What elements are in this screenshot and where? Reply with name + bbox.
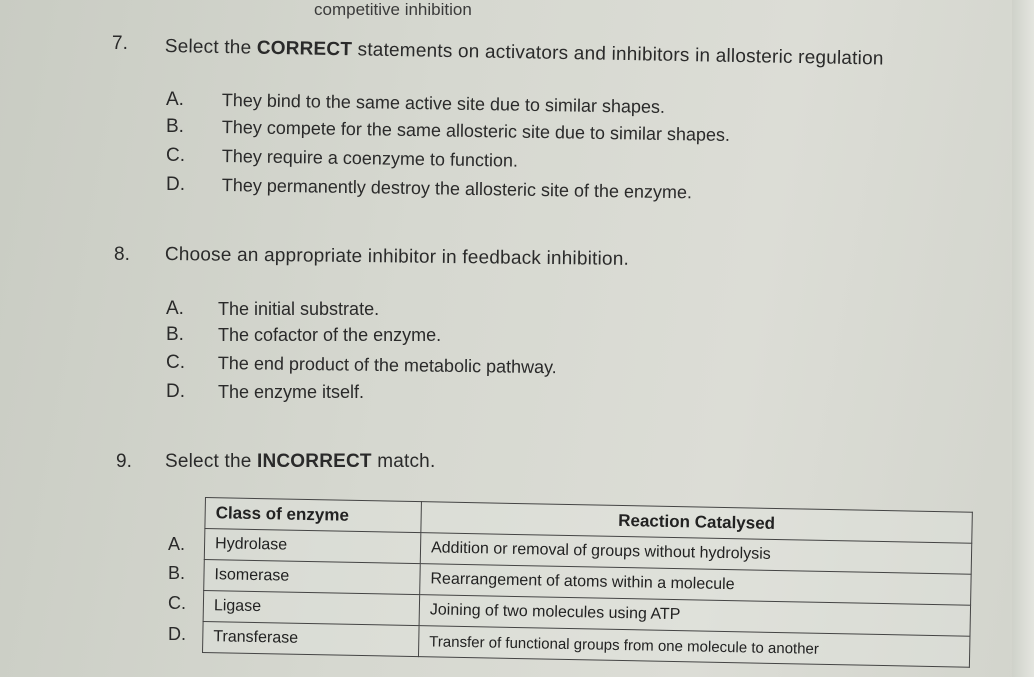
q8-option-c-letter: C.: [166, 352, 185, 373]
q7-option-c-letter: C.: [166, 145, 185, 166]
screen-edge: [1012, 0, 1034, 677]
q8-option-b-text: The cofactor of the enzyme.: [218, 325, 442, 345]
question-7-text: [165, 36, 884, 71]
table-cell-reaction: Rearrangement of atoms within a molecule: [420, 564, 971, 606]
question-7-number: 7.: [112, 33, 128, 54]
question-9-number: 9.: [116, 451, 132, 472]
question-7-emphasis: CORRECT: [256, 37, 353, 61]
question-7-text-pre: Select the: [164, 36, 257, 59]
table-cell-class: Hydrolase: [204, 529, 421, 564]
question-7-text-post: statements on activators and inhibitors in allosteric regulation: [351, 39, 884, 70]
enzyme-match-table: [202, 497, 973, 668]
q7-option-a-letter: A.: [166, 89, 184, 110]
q8-option-c-text: The end product of the metabolic pathway.: [217, 353, 557, 378]
question-8-text: Choose an appropriate inhibitor in feedback inhibition.: [164, 244, 630, 270]
table-cell-class: Ligase: [203, 590, 420, 625]
q9-row-d-letter: D.: [168, 624, 186, 644]
q8-option-d-text: The enzyme itself.: [218, 382, 365, 402]
q9-row-a-letter: A.: [168, 534, 186, 554]
table-cell-reaction: Joining of two molecules using ATP: [419, 595, 970, 637]
q8-option-a-text: The initial substrate.: [218, 299, 380, 319]
q7-option-d-text: They permanently destroy the allosteric site of the enzyme.: [221, 175, 693, 203]
q8-option-d-letter: D.: [166, 381, 185, 402]
question-9-text: [165, 451, 435, 473]
table-cell-reaction: Transfer of functional groups from one molecule to another: [418, 626, 969, 668]
q7-option-b-letter: B.: [166, 116, 184, 137]
table-header-reaction: Reaction Catalysed: [421, 502, 972, 544]
table-header-class: Class of enzyme: [205, 498, 422, 533]
table-cell-reaction: Addition or removal of groups without hydrolysis: [420, 533, 971, 575]
q8-option-a-letter: A.: [166, 298, 184, 319]
table-cell-class: Transferase: [203, 621, 420, 656]
q7-option-c-text: They require a coenzyme to function.: [221, 146, 519, 171]
q7-option-d-letter: D.: [166, 174, 185, 195]
question-9-text-pre: Select the: [165, 451, 257, 472]
q7-option-a-text: They bind to the same active site due to similar shapes.: [221, 90, 666, 117]
q9-row-c-letter: C.: [168, 593, 186, 613]
question-8-number: 8.: [114, 244, 130, 265]
question-9-text-post: match.: [371, 451, 436, 472]
table-cell-class: Isomerase: [204, 559, 421, 594]
q7-option-b-text: They compete for the same allosteric site due to similar shapes.: [221, 117, 731, 145]
q9-row-b-letter: B.: [168, 563, 186, 583]
q8-option-b-letter: B.: [166, 324, 184, 345]
header-text: competitive inhibition: [314, 0, 472, 19]
question-9-emphasis: INCORRECT: [256, 451, 372, 472]
